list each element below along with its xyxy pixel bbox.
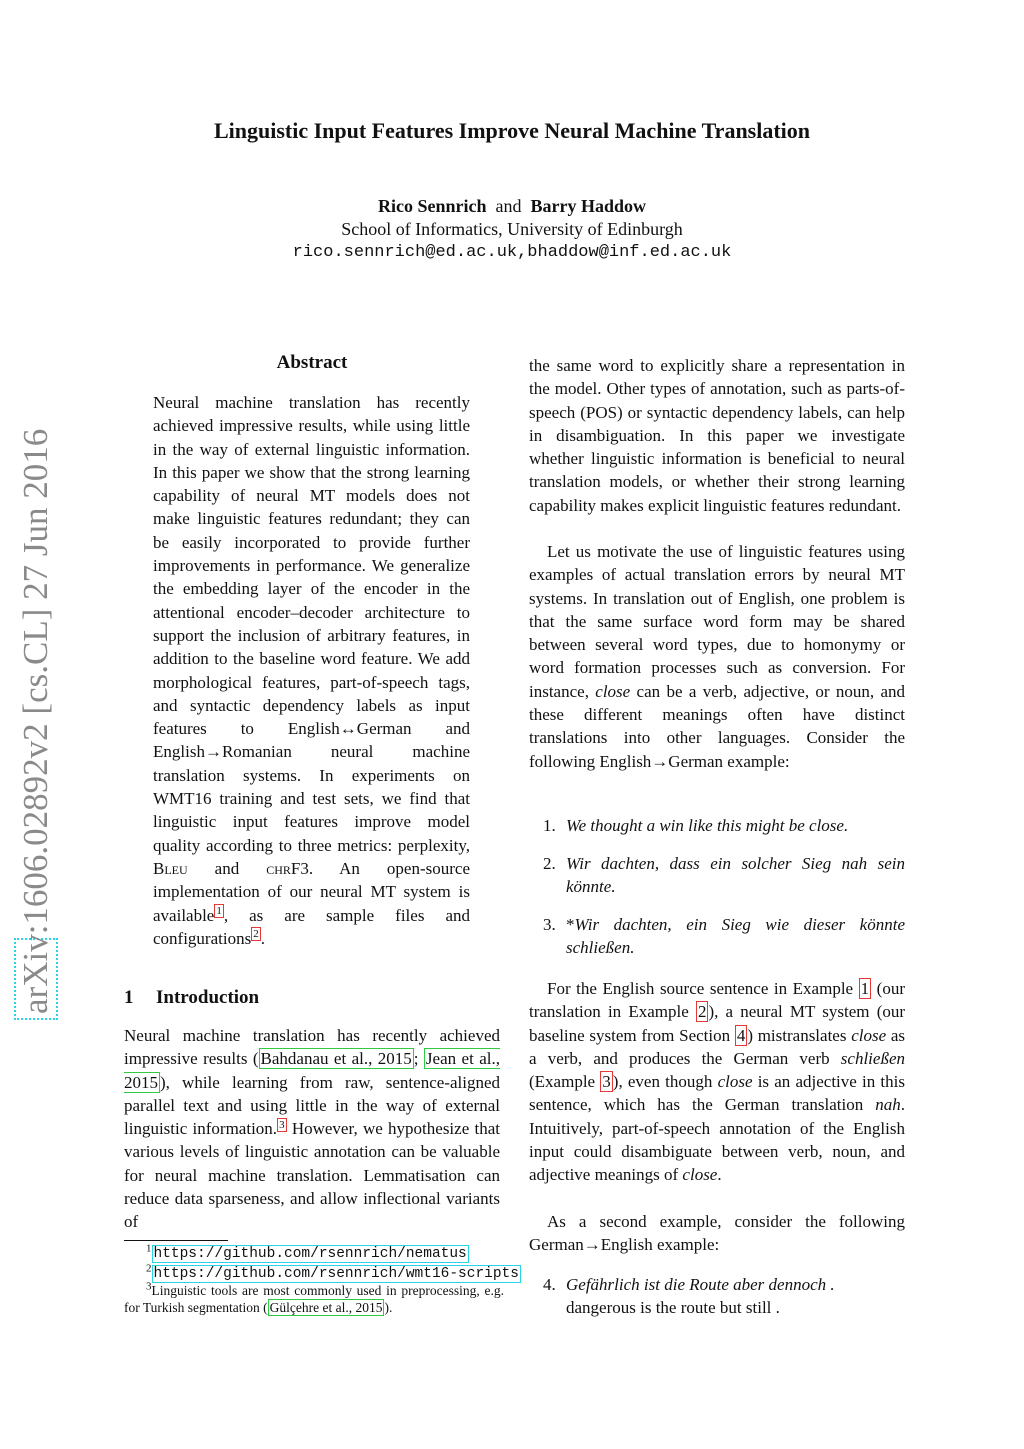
example-number: 3. bbox=[543, 915, 556, 934]
chrf-metric: chrF3 bbox=[266, 858, 309, 878]
author-name: Rico Sennrich bbox=[377, 196, 487, 216]
author-block bbox=[0, 195, 1024, 264]
right-paragraph-2 bbox=[529, 540, 905, 773]
paragraph-text: . bbox=[717, 1165, 722, 1185]
example-item bbox=[529, 913, 905, 959]
example-item bbox=[529, 1273, 905, 1319]
emphasized-word: close bbox=[682, 1165, 718, 1185]
author-emails: rico.sennrich@ed.ac.uk,bhaddow@inf.ed.ac.uk bbox=[292, 243, 732, 262]
example-sentence: Wir dachten, dass ein solcher Sieg nah sein könnte. bbox=[566, 854, 905, 896]
emphasized-word: close bbox=[595, 681, 631, 701]
footnote-text: Linguistic tools are most commonly used in preprocessing, e.g. for Turkish segmentation ( bbox=[124, 1283, 504, 1315]
abstract-conjunction: and bbox=[187, 858, 267, 878]
paragraph-text: can be a verb, adjective, or noun, and these different meanings often have distinct translations into other languages. Consider the following English→German example: bbox=[529, 681, 905, 771]
example-sentence: Gefährlich ist die Route aber dennoch . bbox=[566, 1275, 835, 1294]
right-paragraph-4: As a second example, consider the following German→English example: bbox=[529, 1212, 905, 1255]
footnote-2 bbox=[146, 1264, 526, 1283]
section-ref-link[interactable]: 4 bbox=[736, 1025, 746, 1045]
example-number: 4. bbox=[543, 1275, 556, 1294]
paragraph-text: (Example bbox=[529, 1072, 601, 1092]
abstract-heading: Abstract bbox=[276, 352, 348, 373]
paragraph-text: ), a neural MT system (our baseline system from Section bbox=[529, 1002, 906, 1045]
footnote-rule bbox=[124, 1240, 228, 1241]
footnote-link-2[interactable]: 2 bbox=[253, 928, 259, 941]
bleu-metric: Bleu bbox=[153, 858, 188, 878]
author-conjunction: and bbox=[495, 196, 522, 216]
example-gloss: dangerous is the route but still . bbox=[566, 1298, 780, 1317]
intro-text: However, we hypothesize that various levels of linguistic annotation can be valuable for neural machine translation. Lemmatisation can reduce data sparseness, and allow inflectional variants of bbox=[124, 1119, 500, 1232]
citation-link[interactable]: Gülçehre et al., 2015 bbox=[269, 1300, 383, 1315]
example-item bbox=[529, 814, 905, 837]
wmt16-scripts-url-link[interactable]: https://github.com/rsennrich/wmt16-scripts bbox=[153, 1266, 519, 1282]
right-paragraph-1: the same word to explicitly share a representation in the model. Other types of annotation, such as parts-of-speech (POS) or syntactic dependency labels, can help in disambiguation. In this paper we investigate whether linguistic information is beneficial to neural translation models, or whether their strong learning capability makes explicit linguistic features redundant. bbox=[529, 356, 905, 515]
paragraph-text: is an adjective in this sentence, which has the German translation bbox=[529, 1072, 905, 1115]
section-heading bbox=[124, 987, 259, 1009]
citation-link[interactable]: Jean et al., 2015 bbox=[124, 1049, 500, 1092]
footnote-marker: 2 bbox=[146, 1262, 152, 1275]
footnote-text: ). bbox=[384, 1300, 393, 1315]
emphasized-word: close bbox=[717, 1072, 753, 1092]
section-number: 1 bbox=[124, 987, 134, 1008]
abstract-body: Neural machine translation has recently achieved impressive results, while using little in the way of external linguistic information. In this paper we show that the strong learning capability of neural MT models does not make linguistic features redundant; they can be easily incorporated to provide further improvements in performance. We generalize the embedding layer of the encoder in the attentional encoder–decoder architecture to support the inclusion of arbitrary features, in addition to the baseline word feature. We add morphological features, part-of-speech tags, and syntactic dependency labels as input features to English↔German and English→Romanian neural machine translation systems. In experiments on WMT16 training and test sets, we find that linguistic input features improve model quality according to three metrics: perplexity, bbox=[153, 393, 470, 855]
footnote-1 bbox=[146, 1244, 526, 1263]
intro-text: ; bbox=[413, 1049, 424, 1069]
example-sentence: We thought a win like this might be close. bbox=[566, 816, 849, 835]
example-ref-link[interactable]: 2 bbox=[697, 1002, 707, 1022]
ungrammatical-marker: * bbox=[566, 915, 575, 934]
author-name: Barry Haddow bbox=[530, 196, 647, 216]
right-paragraph-3 bbox=[529, 977, 905, 1187]
emphasized-word: close bbox=[851, 1025, 887, 1045]
example-list-german-english bbox=[529, 1273, 905, 1319]
example-list-english-german bbox=[529, 814, 905, 959]
affiliation: School of Informatics, University of Edinburgh bbox=[341, 219, 683, 239]
arxiv-identifier-link[interactable]: arXiv:1606.02892v2 [cs.CL] 27 Jun 2016 bbox=[14, 938, 58, 1020]
example-number: 2. bbox=[543, 854, 556, 873]
paragraph-text: Let us motivate the use of linguistic features using examples of actual translation errors by neural MT systems. In translation out of English, one problem is that the same surface word form may be shared between several word types, due to homonymy or word formation processes such as conversion. For instance, bbox=[529, 542, 905, 701]
introduction-paragraph bbox=[124, 1024, 500, 1234]
footnote-link-3[interactable]: 3 bbox=[279, 1118, 285, 1131]
example-sentence: Wir dachten, ein Sieg wie dieser könnte schließen. bbox=[566, 915, 905, 957]
citation-link[interactable]: Bahdanau et al., 2015 bbox=[260, 1049, 412, 1069]
paper-title: Linguistic Input Features Improve Neural Machine Translation bbox=[213, 118, 811, 143]
paragraph-text: ) mistranslates bbox=[747, 1025, 852, 1045]
example-ref-link[interactable]: 1 bbox=[860, 979, 870, 998]
example-item bbox=[529, 852, 905, 898]
abstract-text bbox=[153, 391, 470, 950]
abstract-body: . An open-source implementation of our neural MT system is available bbox=[153, 858, 470, 925]
footnote-marker: 3 bbox=[146, 1280, 152, 1293]
section-title: Introduction bbox=[156, 987, 260, 1008]
intro-text: ), while learning from raw, sentence-aligned parallel text and using little in the way of external linguistic information. bbox=[124, 1072, 500, 1139]
example-ref-link[interactable]: 3 bbox=[602, 1072, 611, 1092]
footnote-3 bbox=[124, 1282, 504, 1316]
footnote-marker: 1 bbox=[146, 1242, 152, 1255]
footnote-link-1[interactable]: 1 bbox=[216, 904, 222, 917]
paragraph-text: . Intuitively, part-of-speech annotation of the English input could disambiguate between verb, noun, and adjective meanings of bbox=[529, 1095, 905, 1185]
example-number: 1. bbox=[543, 816, 556, 835]
emphasized-word: nah bbox=[875, 1095, 901, 1115]
paragraph-text: For the English source sentence in Example bbox=[547, 979, 859, 998]
nematus-url-link[interactable]: https://github.com/rsennrich/nematus bbox=[153, 1246, 467, 1262]
abstract-body: , as are sample files and configurations bbox=[153, 905, 470, 948]
paragraph-text: as a verb, and produces the German verb bbox=[529, 1025, 906, 1068]
paragraph-text: ), even though bbox=[612, 1072, 718, 1092]
emphasized-word: schließen bbox=[840, 1048, 905, 1068]
abstract-body: . bbox=[260, 928, 265, 948]
intro-text: Neural machine translation has recently achieved impressive results ( bbox=[124, 1026, 500, 1069]
paragraph-text: (our translation in Example bbox=[529, 979, 905, 1022]
